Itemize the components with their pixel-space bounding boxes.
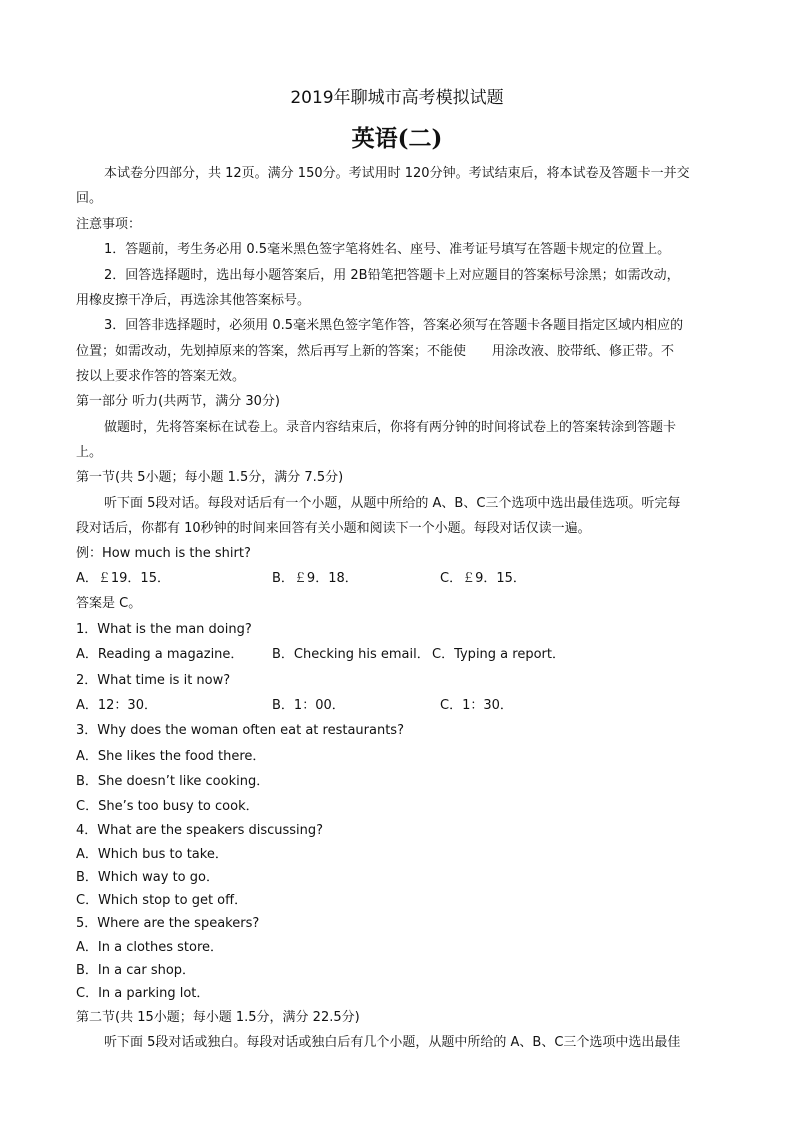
intro-line-1: 本试卷分四部分，共 12页。满分 150分。考试用时 120分钟。考试结束后，将本试卷及答题卡一并交 (104, 166, 690, 181)
question-3: 3．Why does the woman often eat at restaurants? (76, 723, 404, 738)
question-4-option-b: B．Which way to go． (76, 870, 219, 885)
question-5-option-c: C．In a parking lot． (76, 986, 210, 1001)
question-2-option-b: B．1：00． (272, 698, 345, 713)
question-2: 2．What time is it now? (76, 673, 231, 688)
question-5-option-a: A．In a clothes store． (76, 940, 224, 955)
question-1: 1．What is the man doing? (76, 622, 252, 637)
example-question: 例：How much is the shirt? (76, 546, 251, 561)
question-3-option-a: A．She likes the food there． (76, 749, 266, 764)
section2-instruction-line-1: 听下面 5段对话或独白。每段对话或独白后有几个小题，从题中所给的 A、B、C三个选项中选出最佳 (104, 1035, 681, 1050)
notes-heading: 注意事项： (76, 217, 142, 232)
question-1-option-c: C．Typing a report． (432, 647, 565, 662)
question-1-option-b: B．Checking his email． (272, 647, 430, 662)
question-3-option-c: C．She’s too busy to cook． (76, 799, 259, 814)
section1-instruction-line-1: 听下面 5段对话。每段对话后有一个小题，从题中所给的 A、B、C三个选项中选出最佳选项。听完每 (104, 496, 681, 511)
question-4-option-c: C．Which stop to get off． (76, 893, 248, 908)
note-item-2-line-2: 用橡皮擦干净后，再选涂其他答案标号。 (76, 293, 311, 308)
example-option-c: C．￡9．15． (440, 571, 526, 586)
question-2-option-c: C．1：30． (440, 698, 513, 713)
note-item-2-line-1: 2．回答选择题时，选出每小题答案后，用 2B铅笔把答题卡上对应题目的答案标号涂黑；如需改动， (104, 268, 680, 283)
note-item-3-line-3: 按以上要求作答的答案无效。 (76, 369, 246, 384)
section1-instruction-line-2: 段对话后，你都有 10秒钟的时间来回答有关小题和阅读下一个小题。每段对话仅读一遍。 (76, 521, 591, 536)
question-1-option-a: A．Reading a magazine． (76, 647, 244, 662)
question-4-option-a: A．Which bus to take． (76, 847, 228, 862)
example-answer: 答案是 C。 (76, 596, 142, 611)
question-3-option-b: B．She doesn’t like cooking． (76, 774, 270, 789)
note-item-1: 1．答题前，考生务必用 0.5毫米黑色签字笔将姓名、座号、准考证号填写在答题卡规定的位置上。 (104, 242, 671, 257)
part1-instruction-line-1: 做题时，先将答案标在试卷上。录音内容结束后，你将有两分钟的时间将试卷上的答案转涂到答题卡 (104, 420, 677, 435)
question-2-option-a: A．12：30． (76, 698, 157, 713)
note-item-3-line-1: 3．回答非选择题时，必须用 0.5毫米黑色签字笔作答，答案必须写在答题卡各题目指定区域内相应的 (104, 318, 684, 333)
question-5: 5．Where are the speakers? (76, 916, 260, 931)
note-item-3-line-2: 位置；如需改动，先划掉原来的答案，然后再写上新的答案；不能使 用涂改液、胶带纸、修正带。不 (76, 344, 675, 359)
example-option-a: A．￡19．15． (76, 571, 170, 586)
example-option-b: B．￡9．18． (272, 571, 358, 586)
question-4: 4．What are the speakers discussing? (76, 823, 324, 838)
exam-subtitle: 英语(二) (351, 125, 443, 152)
section2-heading: 第二节(共 15小题；每小题 1.5分，满分 22.5分) (76, 1010, 360, 1025)
exam-title: 2019年聊城市高考模拟试题 (290, 88, 504, 108)
section1-heading: 第一节(共 5小题；每小题 1.5分，满分 7.5分) (76, 470, 344, 485)
intro-line-2: 回。 (76, 191, 103, 206)
part1-heading: 第一部分 听力(共两节，满分 30分) (76, 394, 280, 409)
part1-instruction-line-2: 上。 (76, 445, 103, 460)
question-5-option-b: B．In a car shop． (76, 963, 196, 978)
